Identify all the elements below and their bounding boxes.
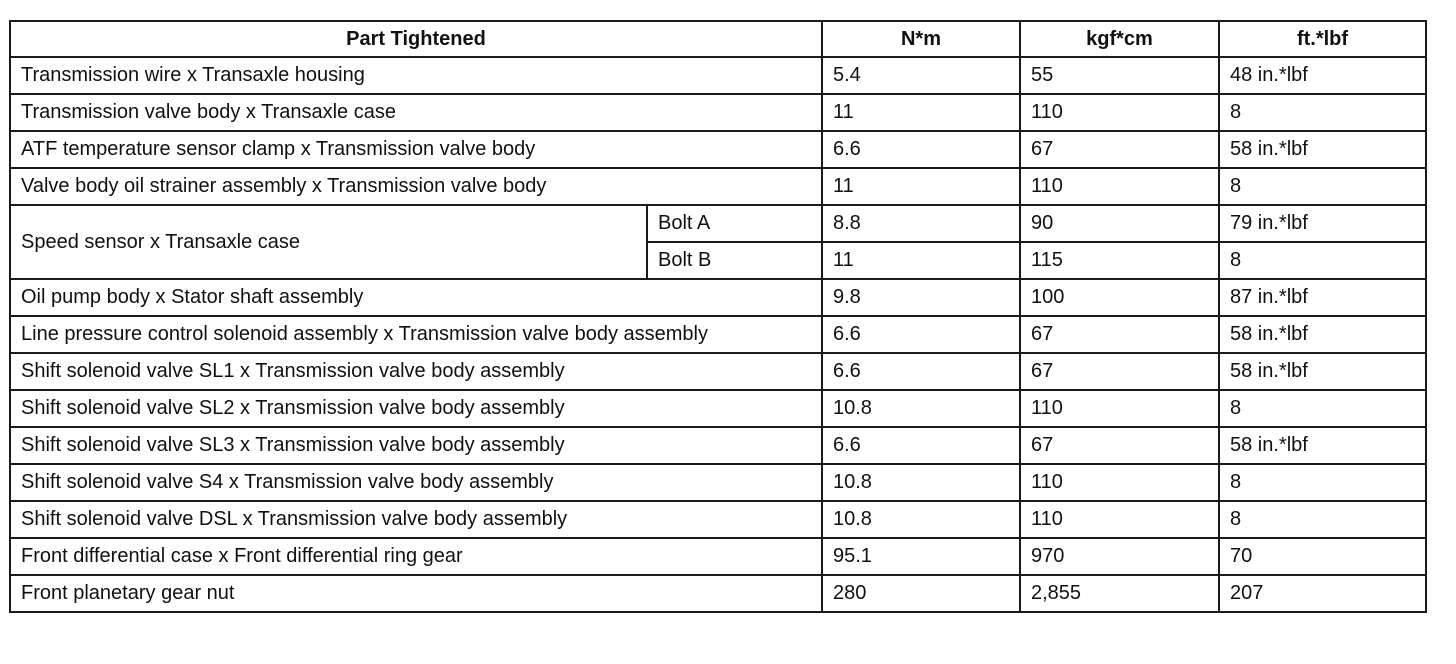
nm-cell: 95.1 (822, 538, 1020, 575)
table-row (10, 316, 1426, 353)
table-row (10, 538, 1426, 575)
table-row (10, 501, 1426, 538)
table-row (10, 353, 1426, 390)
nm-cell: 6.6 (822, 131, 1020, 168)
kgfcm-cell: 90 (1020, 205, 1219, 242)
ftlbf-cell: 8 (1219, 501, 1426, 538)
part-cell: Line pressure control solenoid assembly x Transmission valve body assembly (10, 316, 822, 353)
ftlbf-cell: 70 (1219, 538, 1426, 575)
nm-cell: 11 (822, 168, 1020, 205)
part-cell: Transmission wire x Transaxle housing (10, 57, 822, 94)
table-row (10, 390, 1426, 427)
part-cell-speed-sensor: Speed sensor x Transaxle case (10, 205, 647, 279)
part-cell: Front differential case x Front differential ring gear (10, 538, 822, 575)
table-row (10, 94, 1426, 131)
part-cell: Shift solenoid valve SL1 x Transmission valve body assembly (10, 353, 822, 390)
table-row (10, 205, 1426, 242)
kgfcm-cell: 2,855 (1020, 575, 1219, 612)
table-row (10, 464, 1426, 501)
kgfcm-cell: 110 (1020, 94, 1219, 131)
kgfcm-cell: 67 (1020, 316, 1219, 353)
part-cell: Shift solenoid valve DSL x Transmission valve body assembly (10, 501, 822, 538)
ftlbf-cell: 207 (1219, 575, 1426, 612)
ftlbf-cell: 48 in.*lbf (1219, 57, 1426, 94)
ftlbf-cell: 58 in.*lbf (1219, 427, 1426, 464)
nm-cell: 6.6 (822, 427, 1020, 464)
nm-cell: 10.8 (822, 390, 1020, 427)
header-nm: N*m (822, 21, 1020, 57)
part-cell: Valve body oil strainer assembly x Transmission valve body (10, 168, 822, 205)
ftlbf-cell: 8 (1219, 242, 1426, 279)
part-cell: Shift solenoid valve SL3 x Transmission valve body assembly (10, 427, 822, 464)
part-cell: Oil pump body x Stator shaft assembly (10, 279, 822, 316)
ftlbf-cell: 58 in.*lbf (1219, 353, 1426, 390)
nm-cell: 11 (822, 94, 1020, 131)
table-header-row (10, 21, 1426, 57)
part-cell: Front planetary gear nut (10, 575, 822, 612)
kgfcm-cell: 115 (1020, 242, 1219, 279)
nm-cell: 8.8 (822, 205, 1020, 242)
ftlbf-cell: 8 (1219, 168, 1426, 205)
part-cell: Shift solenoid valve SL2 x Transmission valve body assembly (10, 390, 822, 427)
header-part-tightened: Part Tightened (10, 21, 822, 57)
ftlbf-cell: 8 (1219, 390, 1426, 427)
kgfcm-cell: 110 (1020, 464, 1219, 501)
header-kgfcm: kgf*cm (1020, 21, 1219, 57)
nm-cell: 11 (822, 242, 1020, 279)
ftlbf-cell: 58 in.*lbf (1219, 316, 1426, 353)
kgfcm-cell: 110 (1020, 390, 1219, 427)
kgfcm-cell: 110 (1020, 501, 1219, 538)
kgfcm-cell: 55 (1020, 57, 1219, 94)
torque-spec-table (9, 20, 1427, 613)
part-cell: Transmission valve body x Transaxle case (10, 94, 822, 131)
kgfcm-cell: 970 (1020, 538, 1219, 575)
bolt-cell: Bolt A (647, 205, 822, 242)
nm-cell: 9.8 (822, 279, 1020, 316)
kgfcm-cell: 110 (1020, 168, 1219, 205)
kgfcm-cell: 67 (1020, 131, 1219, 168)
nm-cell: 6.6 (822, 316, 1020, 353)
kgfcm-cell: 100 (1020, 279, 1219, 316)
table-row (10, 575, 1426, 612)
ftlbf-cell: 87 in.*lbf (1219, 279, 1426, 316)
part-cell: Shift solenoid valve S4 x Transmission valve body assembly (10, 464, 822, 501)
nm-cell: 280 (822, 575, 1020, 612)
table-row (10, 131, 1426, 168)
ftlbf-cell: 79 in.*lbf (1219, 205, 1426, 242)
kgfcm-cell: 67 (1020, 353, 1219, 390)
table-row (10, 57, 1426, 94)
part-cell: ATF temperature sensor clamp x Transmission valve body (10, 131, 822, 168)
torque-spec-table-container (9, 20, 1427, 613)
nm-cell: 10.8 (822, 464, 1020, 501)
kgfcm-cell: 67 (1020, 427, 1219, 464)
table-row (10, 168, 1426, 205)
header-ftlbf: ft.*lbf (1219, 21, 1426, 57)
nm-cell: 10.8 (822, 501, 1020, 538)
table-row (10, 279, 1426, 316)
bolt-cell: Bolt B (647, 242, 822, 279)
ftlbf-cell: 8 (1219, 464, 1426, 501)
table-row (10, 427, 1426, 464)
ftlbf-cell: 8 (1219, 94, 1426, 131)
nm-cell: 5.4 (822, 57, 1020, 94)
ftlbf-cell: 58 in.*lbf (1219, 131, 1426, 168)
nm-cell: 6.6 (822, 353, 1020, 390)
